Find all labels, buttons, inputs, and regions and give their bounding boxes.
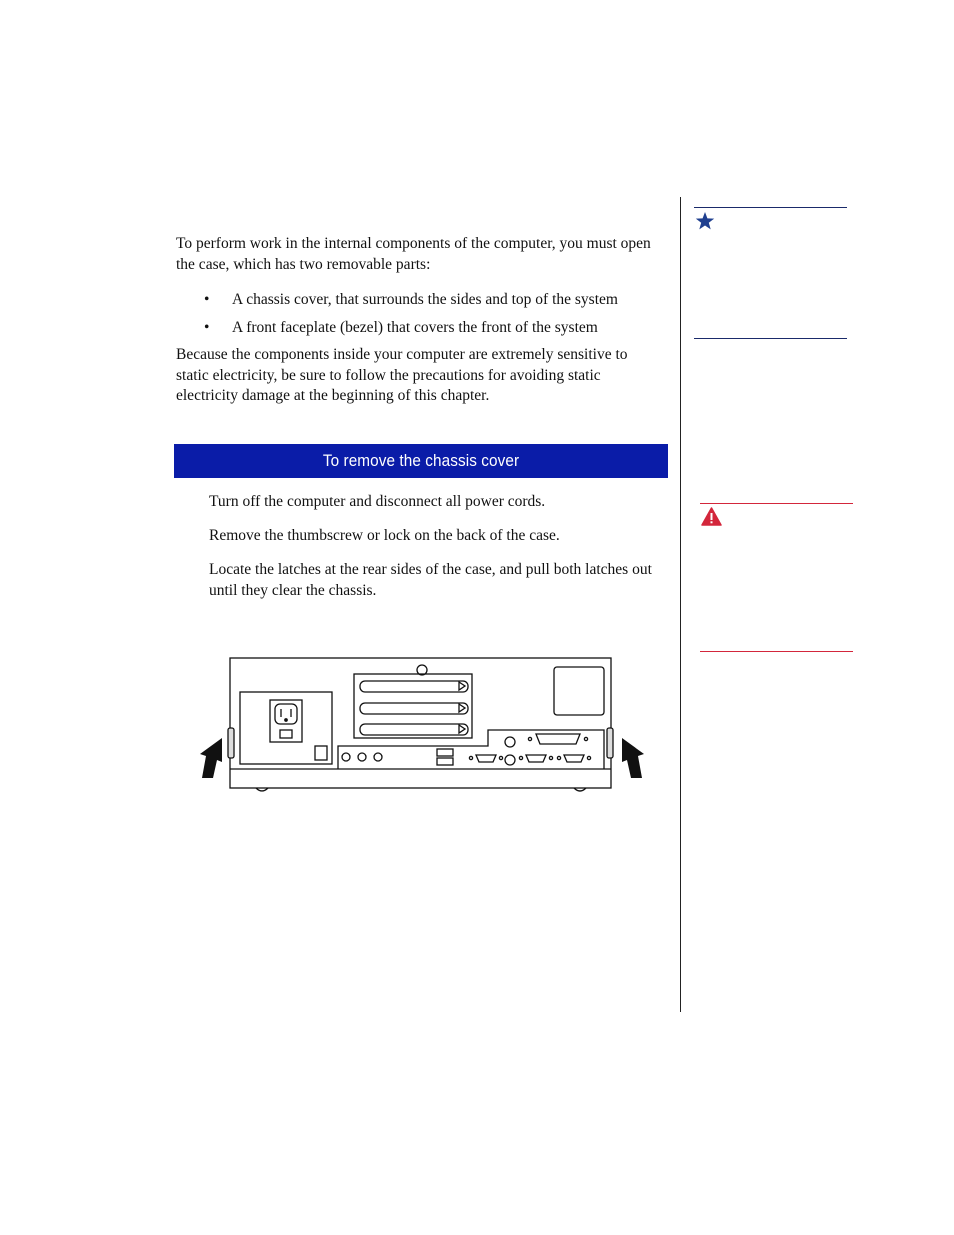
- procedure-step-2: Remove the thumbscrew or lock on the back of the case.: [209, 527, 560, 544]
- note-rule-bottom: [694, 338, 847, 339]
- star-icon: [695, 211, 715, 231]
- intro-paragraph: To perform work in the internal components of the computer, you must open the case, which has two removable parts:: [176, 235, 651, 273]
- bullet-item-chassis-cover: [204, 290, 664, 311]
- note-rule-top: [694, 207, 847, 208]
- warning-triangle-icon: [701, 507, 722, 526]
- procedure-title: To remove the chassis cover: [322, 451, 520, 470]
- bullet-symbol: •: [204, 291, 210, 308]
- bullet-item-faceplate: [204, 318, 664, 339]
- bullet-symbol: •: [204, 319, 210, 336]
- bullet-text: A front faceplate (bezel) that covers the front of the system: [232, 319, 598, 336]
- procedure-step-3: Locate the latches at the rear sides of the case, and pull both latches out until they clear the chassis.: [209, 561, 652, 599]
- chassis-rear-illustration: [196, 650, 648, 796]
- warning-rule-top: [700, 503, 853, 504]
- static-warning-paragraph: Because the components inside your computer are extremely sensitive to static electricity, be sure to follow the precautions for avoiding static electricity damage at the beginning of this chapter.: [176, 346, 628, 404]
- bullet-text: A chassis cover, that surrounds the sides and top of the system: [232, 291, 618, 308]
- margin-divider: [680, 197, 681, 1012]
- warning-rule-bottom: [700, 651, 853, 652]
- procedure-banner: [174, 444, 668, 478]
- procedure-step-1: Turn off the computer and disconnect all power cords.: [209, 493, 546, 510]
